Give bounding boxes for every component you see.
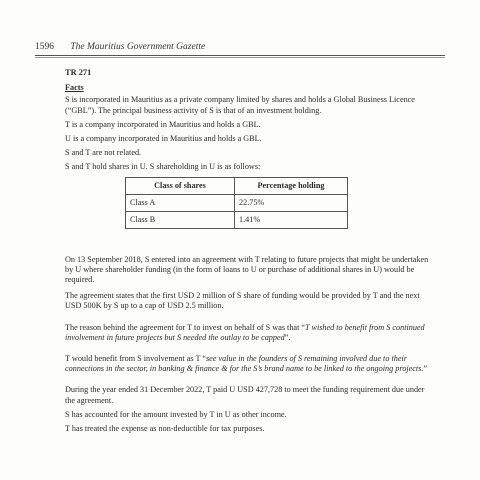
- paragraph-7: The agreement states that the first USD 2 million of S share of funding would be provided by T and the next USD 500K by S up to a cap of USD 2.5 million.: [65, 291, 420, 311]
- table-header-cell: Class of shares: [126, 177, 235, 194]
- page-header: [35, 42, 445, 52]
- p9-lead: T would benefit from S involvement as T “: [65, 354, 206, 364]
- paragraph-1: S is incorporated in Mauritius as a private company limited by shares and holds a Global Business Licence (“GBL”). The principal business activity of S is that of an investment holding.: [65, 95, 415, 115]
- p9-quote: see value in the founders of S remaining involved due to their connections in the sector, in banking & finance & for the S’s brand name to be linked to the ongoing projects.: [65, 354, 424, 374]
- header-rule: [35, 55, 445, 56]
- shareholding-table: [125, 177, 348, 229]
- p8-tail: ”.: [284, 332, 291, 342]
- paragraph-12: T has treated the expense as non-deductible for tax purposes.: [65, 424, 265, 434]
- table-row: [126, 211, 348, 228]
- table-cell: 22.75%: [235, 194, 348, 211]
- p8-lead: The reason behind the agreement for T to invest on behalf of S was that “: [65, 322, 306, 332]
- ruling-body: [65, 68, 435, 434]
- paragraph-9: [65, 354, 435, 374]
- paragraph-3: U is a company incorporated in Mauritius and holds a GBL.: [65, 134, 262, 144]
- p9-tail: ”: [423, 364, 428, 374]
- page-number: 1596: [35, 42, 54, 52]
- p8-quote: T wished to benefit from S continued involvement in future projects but S needed the outlay to be capped: [65, 322, 425, 342]
- ruling-number: TR 271: [65, 68, 92, 77]
- facts-heading: Facts: [65, 83, 84, 93]
- paragraph-4: S and T are not related.: [65, 148, 142, 158]
- table-cell: 1.41%: [235, 211, 348, 228]
- paragraph-6: On 13 September 2018, S entered into an agreement with T relating to future projects that might be undertaken by U where shareholder funding (in the form of loans to U or purchase of additional shares in U) would be required.: [65, 254, 429, 285]
- table-header-cell: Percentage holding: [235, 177, 348, 194]
- paragraph-5: S and T hold shares in U. S shareholding in U is as follows:: [65, 162, 261, 172]
- header-rule-thin: [35, 57, 445, 58]
- paragraph-11: S has accounted for the amount invested by T in U as other income.: [65, 409, 287, 419]
- table-cell: Class A: [126, 194, 235, 211]
- paragraph-8: [65, 323, 435, 343]
- table-header-row: [126, 177, 348, 194]
- table-cell: Class B: [126, 211, 235, 228]
- paragraph-2: T is a company incorporated in Mauritius and holds a GBL.: [65, 119, 261, 129]
- paragraph-10: During the year ended 31 December 2022, T paid U USD 427,728 to meet the funding requirement due under the agreement.: [65, 385, 425, 405]
- gazette-title: The Mauritius Government Gazette: [70, 42, 206, 52]
- table-row: [126, 194, 348, 211]
